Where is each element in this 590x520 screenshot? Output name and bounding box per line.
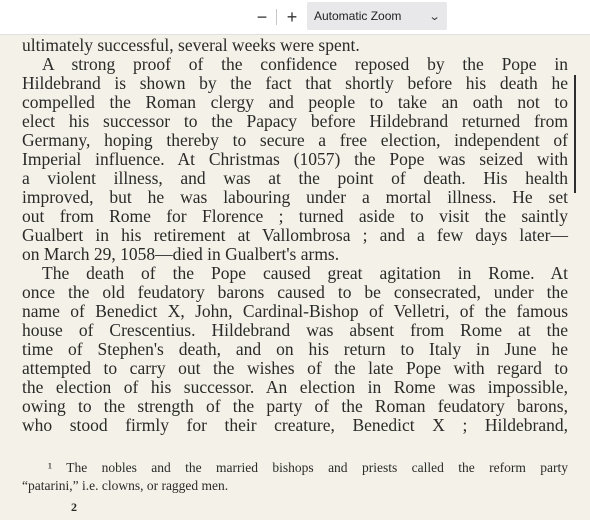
text-line: Imperial influence. At Christmas (1057) the Pope was seized with [22, 149, 568, 169]
chevron-down-icon: ⌄ [428, 10, 441, 23]
text-line: attempted to carry out the wishes of the late Pope with regard to [22, 358, 568, 378]
pdf-toolbar [0, 0, 590, 35]
zoom-select[interactable] [307, 2, 447, 30]
text-line: out from Rome for Florence ; turned aside to visit the saintly [22, 206, 568, 226]
text-line: improved, but he was labouring under a mortal illness. He set [22, 187, 568, 207]
text-line: the election of his successor. An election in Rome was impossible, [22, 377, 568, 397]
footnote-line: ¹ The nobles and the married bishops and priests called the reform party [48, 460, 568, 475]
footnote-line [22, 477, 568, 494]
text-line: a violent illness, and was at the point of death. His health [22, 168, 568, 188]
text-line: elect his successor to the Papacy before Hildebrand returned from [22, 111, 568, 131]
text-line: compelled the Roman clergy and people to take an oath not to [22, 92, 568, 112]
document-page [0, 35, 590, 520]
margin-rule [574, 75, 576, 193]
text-line: on March 29, 1058—died in Gualbert's arms. [22, 244, 340, 264]
text-line: who stood firmly for their creature, Benedict X ; Hildebrand, [22, 415, 568, 435]
text-line: A strong proof of the confidence reposed by the Pope in [42, 54, 568, 74]
text-line: owing to the strength of the party of the Roman feudatory barons, [22, 396, 568, 416]
zoom-out-button[interactable]: − [256, 7, 268, 27]
text-line: Hildebrand is shown by the fact that shortly before his death he [22, 73, 568, 93]
text-line: Germany, hoping thereby to secure a free election, independent of [22, 130, 568, 150]
signature-mark: 2 [71, 500, 77, 514]
text-line: house of Crescentius. Hildebrand was absent from Rome at the [22, 320, 568, 340]
text-line: ultimately successful, several weeks were spent. [22, 35, 360, 55]
text-line: time of Stephen's death, and on his return to Italy in June he [22, 339, 568, 359]
text-line: The death of the Pope caused great agitation in Rome. At [42, 263, 568, 283]
zoom-select-value: Automatic Zoom [314, 9, 402, 23]
footnote-text: “patarini,” i.e. clowns, or ragged men. [22, 478, 229, 493]
toolbar-separator [276, 9, 277, 25]
text-line: once the old feudatory barons caused to be consecrated, under the [22, 282, 568, 302]
text-line: Gualbert in his retirement at Vallombrosa ; and a few days later— [22, 225, 568, 245]
text-line: name of Benedict X, John, Cardinal-Bishop of Velletri, of the famous [22, 301, 568, 321]
zoom-in-button[interactable]: + [286, 7, 298, 27]
